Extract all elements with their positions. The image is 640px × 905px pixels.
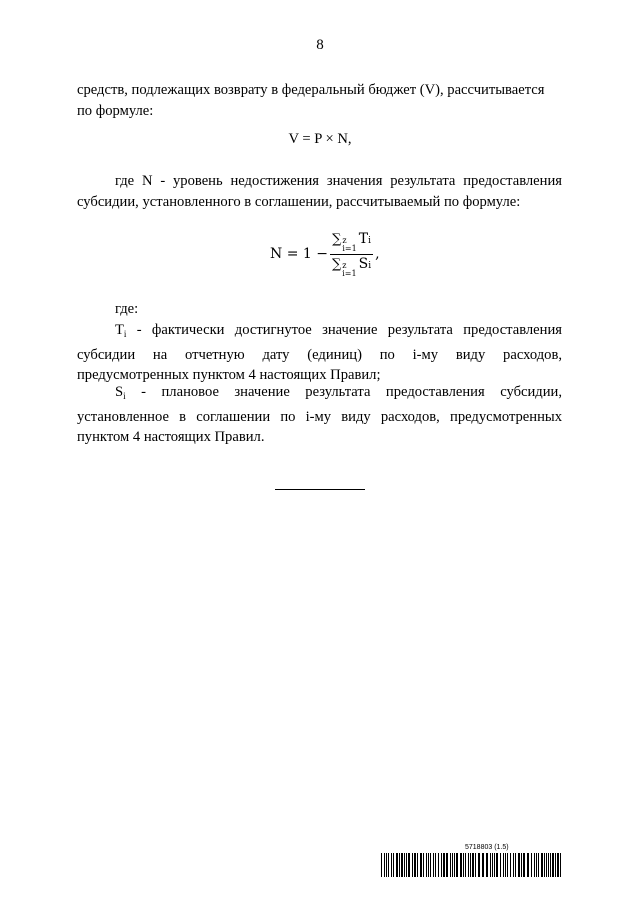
end-separator-line: [275, 489, 365, 490]
formula-n-fraction: [330, 231, 373, 278]
intro-line-2: по формуле:: [77, 102, 154, 119]
barcode-bar: [523, 853, 525, 877]
barcode-bar: [546, 853, 547, 877]
barcode-bar: [446, 853, 448, 877]
barcode-bar: [443, 853, 445, 877]
barcode-bar: [475, 853, 476, 877]
barcode-bar: [450, 853, 451, 877]
barcode-bar: [478, 853, 480, 877]
barcode-bar: [468, 853, 469, 877]
barcode-bar: [538, 853, 539, 877]
barcode-bar: [465, 853, 466, 877]
formula-n-suffix: ,: [375, 246, 380, 262]
s-definition-paragraph: [77, 382, 562, 448]
barcode-bar: [438, 853, 439, 877]
barcode-bar: [384, 853, 385, 877]
barcode-bar: [496, 853, 498, 877]
s-index: i: [123, 391, 126, 401]
barcode-bar: [386, 853, 387, 877]
barcode-bar: [412, 853, 413, 877]
s-definition-text: - плановое значение результата предоставления субсидии, установленное в соглашении по i-му виду расходов, предусмотренных пунктом 4 настоящих Правил.: [77, 384, 562, 445]
barcode-bar: [552, 853, 554, 877]
intro-line-1: средств, подлежащих возврату в федеральный бюджет (V), рассчитывается: [77, 82, 545, 98]
barcode-bar: [555, 853, 556, 877]
barcode-bar: [388, 853, 389, 877]
barcode-bar: [441, 853, 442, 877]
barcode-bar: [396, 853, 398, 877]
barcode-bar: [454, 853, 455, 877]
t-index: i: [123, 329, 127, 339]
where-label: где:: [115, 301, 139, 317]
barcode-bar: [531, 853, 532, 877]
barcode-bar: [430, 853, 431, 877]
sum-lower-limit: i=1: [342, 268, 357, 278]
barcode-code: 5718803 (1.5): [465, 844, 509, 851]
barcode-bar: [428, 853, 429, 877]
barcode-bar: [404, 853, 405, 877]
barcode-bar: [518, 853, 520, 877]
barcode-bar: [534, 853, 535, 877]
barcode-bar: [527, 853, 529, 877]
formula-n: [270, 230, 380, 278]
barcode-bar: [536, 853, 537, 877]
t-definition-paragraph: [77, 320, 562, 386]
formula-n-numerator: [330, 231, 373, 255]
barcode-bar: [399, 853, 400, 877]
barcode-bar: [414, 853, 416, 877]
barcode-bar: [513, 853, 514, 877]
sum-symbol: ∑: [332, 231, 342, 247]
barcode-bar: [492, 853, 493, 877]
formula-n-denominator: [330, 255, 373, 278]
barcode-bar: [435, 853, 436, 877]
barcode-bar: [500, 853, 501, 877]
barcode-bar: [470, 853, 471, 877]
denominator-index: i: [368, 260, 372, 271]
barcode-bar: [433, 853, 434, 877]
sum-upper-limit: z: [342, 235, 347, 245]
barcode: [381, 853, 561, 877]
barcode-bar: [417, 853, 418, 877]
barcode-bar: [482, 853, 484, 877]
barcode-bar: [494, 853, 495, 877]
barcode-bar: [408, 853, 410, 877]
denominator-variable: S: [358, 255, 369, 272]
barcode-bar: [406, 853, 407, 877]
formula-v: V = P × N,: [288, 131, 352, 147]
intro-paragraph: [77, 80, 562, 121]
barcode-bar: [456, 853, 458, 877]
barcode-bar: [544, 853, 545, 877]
barcode-bar: [557, 853, 559, 877]
page-number: 8: [316, 37, 324, 53]
barcode-bar: [381, 853, 382, 877]
barcode-bar: [550, 853, 551, 877]
formula-n-lhs: N = 1 −: [270, 246, 328, 262]
sum-limits: [342, 262, 356, 278]
n-definition-paragraph: где N - уровень недостижения значения результата предоставления субсидии, установленного в соглашении, рассчитываемый по формуле:: [77, 173, 562, 210]
barcode-bar: [426, 853, 427, 877]
barcode-bar: [510, 853, 511, 877]
barcode-bar: [505, 853, 506, 877]
barcode-bar: [503, 853, 504, 877]
barcode-bar: [391, 853, 392, 877]
barcode-bar: [560, 853, 561, 877]
barcode-bar: [515, 853, 516, 877]
t-definition-text: - фактически достигнутое значение результата предоставления субсидии на отчетную дату (единиц) по i-му виду расходов, предусмотренных пунктом 4 настоящих Правил;: [77, 322, 562, 383]
barcode-bar: [423, 853, 424, 877]
numerator-index: i: [368, 235, 371, 246]
sum-limits: [342, 237, 356, 253]
barcode-bar: [393, 853, 394, 877]
numerator-variable: T: [358, 230, 369, 247]
barcode-bar: [541, 853, 543, 877]
barcode-bar: [507, 853, 508, 877]
barcode-bar: [463, 853, 464, 877]
barcode-bar: [452, 853, 453, 877]
sum-symbol: ∑: [331, 256, 342, 272]
barcode-bar: [420, 853, 422, 877]
barcode-bar: [521, 853, 522, 877]
barcode-bar: [460, 853, 462, 877]
t-symbol: T: [115, 322, 124, 338]
barcode-bar: [472, 853, 474, 877]
s-symbol: S: [115, 384, 124, 400]
barcode-bar: [401, 853, 403, 877]
barcode-bar: [486, 853, 488, 877]
barcode-bar: [548, 853, 549, 877]
sum-lower-limit: i=1: [342, 243, 357, 253]
barcode-bar: [490, 853, 491, 877]
sum-upper-limit: z: [342, 260, 347, 270]
